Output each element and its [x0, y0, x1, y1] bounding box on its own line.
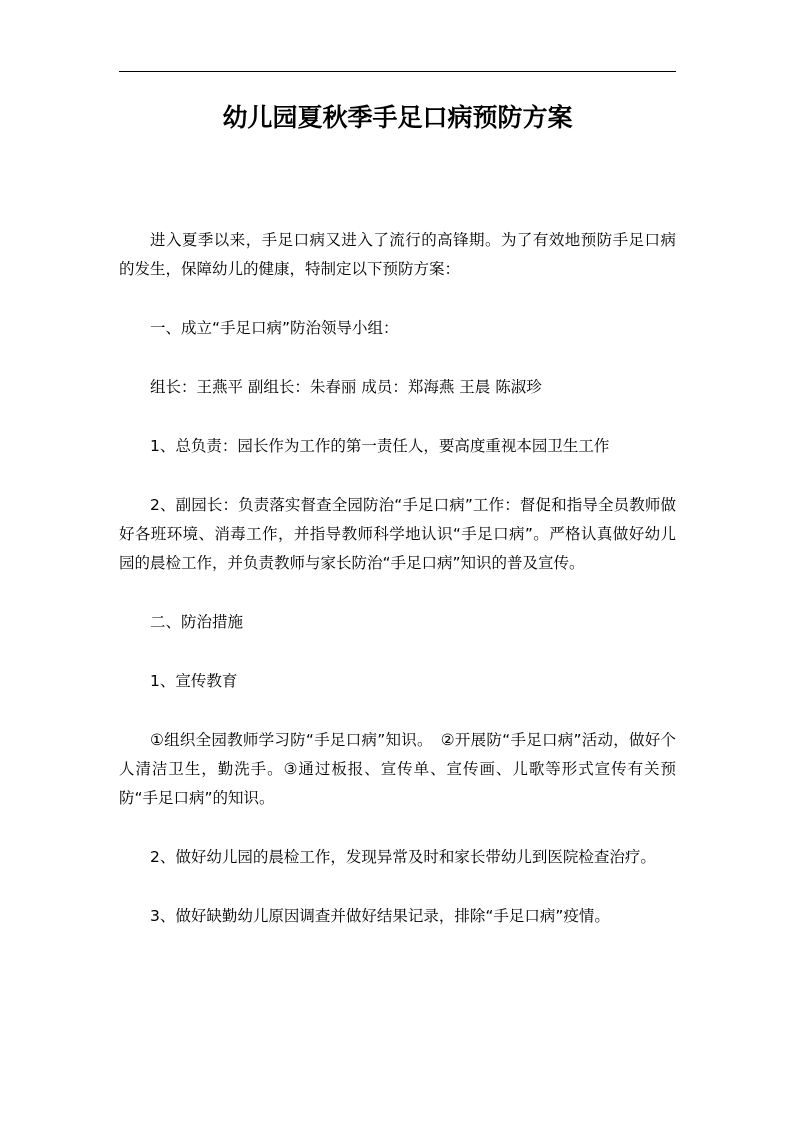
measure-item-1: 1、宣传教育 — [150, 672, 238, 690]
members-paragraph: 组长：王燕平 副组长：朱春丽 成员：郑海燕 王晨 陈淑珍 — [150, 378, 542, 396]
duty-item-1: 1、总负责：园长作为工作的第一责任人，要高度重视本园卫生工作 — [150, 437, 610, 455]
document-body — [119, 226, 676, 931]
duty-item-2: 2、副园长：负责落实督查全园防治“手足口病”工作：督促和指导全员教师做好各班环境、消毒工作，并指导教师科学地认识“手足口病”。严格认真做好幼儿园的晨检工作，并负责教师与家长防治“手足口病”知识的普及宣传。 — [119, 496, 676, 572]
measure-item-3: 3、做好缺勤幼儿原因调查并做好结果记录，排除“手足口病”疫情。 — [150, 907, 610, 925]
section-heading-measures: 二、防治措施 — [150, 613, 244, 631]
document-title: 幼儿园夏秋季手足口病预防方案 — [222, 103, 573, 132]
header-rule — [119, 71, 676, 72]
section-heading-leadership: 一、成立“手足口病”防治领导小组： — [150, 319, 399, 337]
intro-paragraph: 进入夏季以来，手足口病又进入了流行的高锋期。为了有效地预防手足口病的发生，保障幼儿的健康，特制定以下预防方案： — [119, 231, 676, 278]
measure-detail-paragraph: ①组织全园教师学习防“手足口病”知识。 ②开展防“手足口病”活动，做好个人清洁卫生，勤洗手。③通过板报、宣传单、宣传画、儿歌等形式宣传有关预防“手足口病”的知识。 — [119, 731, 676, 807]
measure-item-2: 2、做好幼儿园的晨检工作，发现异常及时和家长带幼儿到医院检查治疗。 — [150, 848, 656, 866]
